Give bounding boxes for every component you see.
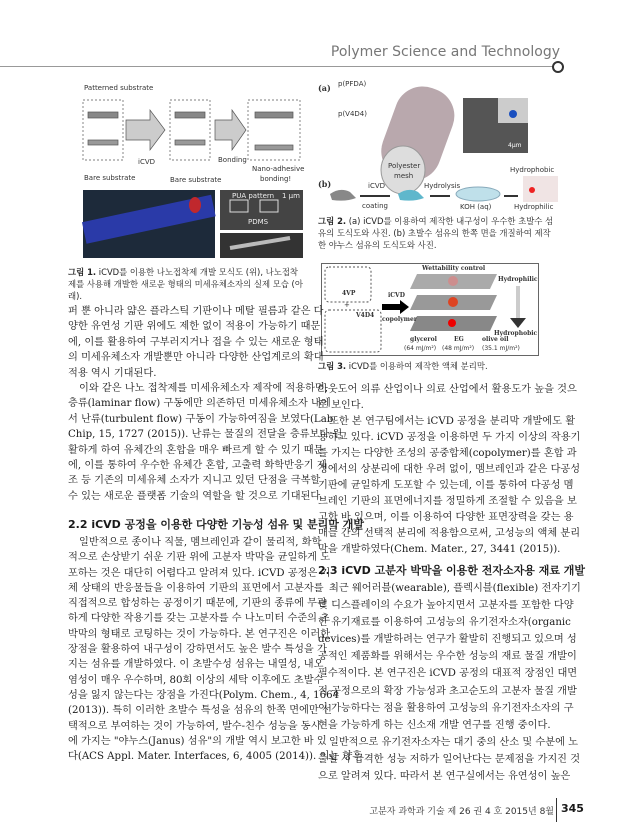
text-line: 에, 이를 활용하여 구부러지거나 접을 수 있는 새로운 형태 xyxy=(68,336,324,348)
text-line: 최근 웨어러블(wearable), 플렉시블(flexible) 전자기기 xyxy=(329,583,581,594)
label-icvd: iCVD xyxy=(368,182,386,190)
text-line: 아웃도어 의류 산업이나 의료 산업에서 활용도가 높을 것으 xyxy=(318,384,577,395)
label-polyester: Polyester xyxy=(388,162,421,170)
label-wettability: Wettability control xyxy=(422,265,486,272)
label-nano-adhesive: Nano-adhesive xyxy=(252,165,305,173)
text-line: 용하고 있다. iCVD 공정을 이용하면 두 가지 이상의 작용기 xyxy=(318,432,581,443)
footer-divider xyxy=(556,798,557,822)
text-line: 조 등 기존의 미세유체 소자가 지니고 있던 단점을 극복할 xyxy=(68,475,321,487)
label-icvd: iCVD xyxy=(388,292,405,299)
figure-1 xyxy=(80,80,305,258)
page-number: 345 xyxy=(561,802,584,815)
label-scale: 1 μm xyxy=(282,192,300,200)
text-line: 출될 시 급격한 성능 저하가 일어난다는 문제점을 가지진 것 xyxy=(318,753,581,765)
label-koh: KOH (aq) xyxy=(460,203,492,211)
caption-text: (a) iCVD를 이용하여 제작한 내구성이 우수한 초발수 섬유의 도식도와 사진. (b) 초발수 섬유의 한쪽 면을 개질하여 제작한 야누스 섬유의 도식도와 사진. xyxy=(318,216,554,250)
figure-3-caption xyxy=(318,360,556,372)
text-line: 로 보인다. xyxy=(318,400,364,411)
text-line: 의 미세유체소자 개발뿐만 아니라 다양한 산업계로의 확대 xyxy=(68,352,324,364)
figure-3 xyxy=(321,263,539,356)
text-line: 고한 바 있으며, 이를 이용하여 다양한 표면장력을 갖는 용 xyxy=(318,512,574,523)
label-b: (b) xyxy=(318,179,332,189)
text-line: 지는 섬유를 개발하였다. 이 초발수성 섬유는 내열성, 내오 xyxy=(68,659,324,671)
label-hydrophilic: Hydrophilic xyxy=(514,203,554,211)
label-pdms: PDMS xyxy=(248,218,269,226)
figure-1-caption xyxy=(68,266,304,302)
section-heading-2-3: 2.3 iCVD 고분자 박막을 이용한 전자소자용 재료 개발 xyxy=(318,564,586,577)
text-line: (2013)). 특히 이러한 초발수 특성을 섬유의 한쪽 면에만 선 xyxy=(68,705,332,717)
text-line: 한 유기재료를 이용하여 고성능의 유기전자소자(organic xyxy=(318,617,571,629)
text-line: 수 있는 새로운 플랫폼 기술의 역할을 할 것으로 기대된다. xyxy=(68,490,324,502)
label-4vp: 4VP xyxy=(342,290,356,297)
text-line: 성을 잃지 않는다는 장점을 가진다(Polym. Chem., 4, 1664 xyxy=(68,689,340,701)
section-heading-2-2: 2.2 iCVD 공정을 이용한 다양한 기능성 섬유 및 분리막 개발 xyxy=(68,518,364,531)
text-line: 염성이 매우 우수하며, 80회 이상의 세탁 이후에도 초발수 xyxy=(68,674,324,686)
label-scale-bar: 4μm xyxy=(508,142,522,149)
text-line: 일반적으로 종이나 직물, 멤브레인과 같이 물리적, 화학 xyxy=(79,537,322,548)
text-line: 퍼 뿐 아니라 얇은 플라스틱 기판이나 메탈 필름과 같은 다 xyxy=(68,306,324,317)
figure-2-graphic xyxy=(318,78,558,212)
caption-label: 그림 2. xyxy=(318,216,347,226)
label-copolymer: copolymer xyxy=(382,316,417,323)
text-line: 현을 가능하게 하는 신소재 개발 연구를 진행 중이다. xyxy=(318,719,551,731)
label-patterned-substrate: Patterned substrate xyxy=(84,84,154,92)
label-mesh: mesh xyxy=(394,172,414,180)
label-pffda: p(PFDA) xyxy=(338,80,367,88)
label-pv4d4: p(V4D4) xyxy=(338,110,367,118)
label-coating: coating xyxy=(362,202,388,210)
text-line: 일반적으로 유기전자소자는 대기 중의 산소 및 수분에 노 xyxy=(329,736,579,748)
text-line: 적으로 손상받기 쉬운 기판 위에 고분자 박막을 균일하게 도 xyxy=(68,552,331,564)
label-icvd: iCVD xyxy=(138,158,156,166)
text-line: 직접적으로 합성하는 공정이기 때문에, 기판의 종류에 무관 xyxy=(68,598,327,610)
text-line: 에, 이를 통하여 우수한 유체간 혼합, 고출력 화학반응기 제 xyxy=(68,460,327,472)
label-v4d4: V4D4 xyxy=(356,312,375,319)
text-line: 양한 유연성 기판 위에도 제한 없이 적용이 가능하기 때문 xyxy=(68,321,321,333)
text-line: 막을 개발하였다(Chem. Mater., 27, 3441 (2015)). xyxy=(318,544,561,555)
label-bonding-excl: bonding! xyxy=(260,175,292,183)
text-line: 또한 본 연구팀에서는 iCVD 공정을 분리막 개발에도 활 xyxy=(329,416,576,427)
label-a: (a) xyxy=(318,83,331,93)
caption-text: iCVD를 이용한 나노접착제 개발 모식도 (위), 나노접착제를 사용해 개발한 새로운 형태의 미세유체소자의 실제 모습 (아래). xyxy=(68,267,303,301)
label-eg-tension: (48 mJ/m²) xyxy=(442,345,475,352)
text-line: 이와 같은 나노 접착제를 미세유체소자 제작에 적용하면, xyxy=(79,383,329,395)
text-line: 층류(laminar flow) 구동에만 의존하던 미세유체소자 내에 xyxy=(68,398,331,410)
text-line: 체 상태의 반응물들을 이용하여 기판의 표면에서 고분자를 xyxy=(68,582,324,594)
label-bare-substrate-2: Bare substrate xyxy=(170,176,222,184)
text-line: Chip, 15, 1727 (2015)). 난류는 물질의 전달을 층류보다 원 xyxy=(68,429,343,441)
label-hydrolysis: Hydrolysis xyxy=(424,182,461,190)
label-bare-substrate: Bare substrate xyxy=(84,174,136,182)
label-plus: + xyxy=(344,301,350,309)
text-line: 활하게 하여 유체간의 혼합을 매우 빠르게 할 수 있기 때문 xyxy=(68,444,324,456)
right-text-block-1 xyxy=(318,382,581,558)
running-header-title: Polymer Science and Technology xyxy=(330,44,560,60)
left-text-block-2 xyxy=(68,535,363,764)
text-line: 정에서의 상분리에 대한 우려 없이, 멤브레인과 같은 다공성 xyxy=(318,464,581,475)
text-line: 장점을 활용하여 내구성이 강하면서도 높은 발수 특성을 가 xyxy=(68,644,327,656)
text-line: 를 가지는 다양한 조성의 공중합체(copolymer)를 혼합 과 xyxy=(318,448,577,459)
text-line: 에 가지는 "야누스(Janus) 섬유"의 개발 역시 보고한 바 있 xyxy=(68,735,327,747)
footer-journal-info: 고분자 과학과 기술 제 26 권 4 호 2015년 8월 xyxy=(369,807,554,817)
text-line: 브레인 기판의 표면에너지를 정밀하게 조절할 수 있음을 보 xyxy=(318,496,577,507)
label-olive-tension: (35.1 mJ/m²) xyxy=(482,345,520,352)
text-line: 및 디스플레이의 수요가 높아지면서 고분자를 포함한 다양 xyxy=(318,600,574,612)
text-line: 이 가능하다는 점을 활용하여 고성능의 유기전자소자의 구 xyxy=(318,702,574,714)
text-line: devices)를 개발하려는 연구가 활발히 진행되고 있으며 성 xyxy=(318,634,577,646)
label-bonding: Bonding xyxy=(218,156,247,164)
text-line: 하게 다양한 작용기를 갖는 고분자를 수 나노미터 수준의 초 xyxy=(68,613,331,625)
label-hydrophobic: Hydrophobic xyxy=(510,166,555,174)
text-line: 공적인 제품화를 위해서는 우수한 성능의 재료 물질 개발이 xyxy=(318,651,577,663)
right-text-block-2 xyxy=(318,580,581,785)
text-line: 적 공정으로의 확장 가능성과 초고순도의 고분자 물질 개발 xyxy=(318,685,577,697)
text-line: 기판에 균일하게 도포할 수 있는데, 이를 통하여 다공성 멤 xyxy=(318,480,574,491)
text-line: 으로 알려져 있다. 따라서 본 연구실에서는 유연성이 높은 xyxy=(318,771,571,783)
label-pua-pattern: PUA pattern xyxy=(232,192,275,200)
figure-2-caption xyxy=(318,215,556,251)
label-glycerol-tension: (64 mJ/m²) xyxy=(404,345,437,352)
text-line: 필수적이다. 본 연구진은 iCVD 공정의 대표적 장점인 대면 xyxy=(318,668,578,680)
label-hydrophilic: Hydrophilic xyxy=(498,276,538,283)
text-line: 적용 역시 기대된다. xyxy=(68,367,157,379)
caption-label: 그림 1. xyxy=(68,267,97,277)
caption-text: iCVD를 이용하여 제작한 액체 분리막. xyxy=(346,361,488,371)
header-circle-ornament xyxy=(552,61,564,73)
text-line: 매들 간의 선택적 분리에 적용함으로써, 고성능의 액체 분리 xyxy=(318,528,581,539)
header-rule xyxy=(0,66,553,67)
text-line: 박막의 형태로 코팅하는 것이 가능하다. 본 연구진은 이러한 xyxy=(68,628,331,640)
label-olive-oil: olive oil xyxy=(482,336,509,343)
label-hydrophobic: Hydrophobic xyxy=(494,330,538,337)
caption-label: 그림 3. xyxy=(318,361,347,371)
text-line: 다(ACS Appl. Mater. Interfaces, 6, 4005 (2014)). 이는 향후 xyxy=(68,751,363,763)
text-line: 포하는 것은 대단히 어렵다고 알려져 있다. iCVD 공정은 기 xyxy=(68,567,331,579)
text-line: 서 난류(turbulent flow) 구동이 가능하여짐을 보였다(Lab xyxy=(68,413,334,425)
text-line: 택적으로 부여하는 것이 가능하여, 발수-친수 성능을 동시 xyxy=(68,720,321,732)
figure-2 xyxy=(318,78,558,212)
label-glycerol: glycerol xyxy=(410,336,437,343)
label-eg: EG xyxy=(454,336,464,343)
